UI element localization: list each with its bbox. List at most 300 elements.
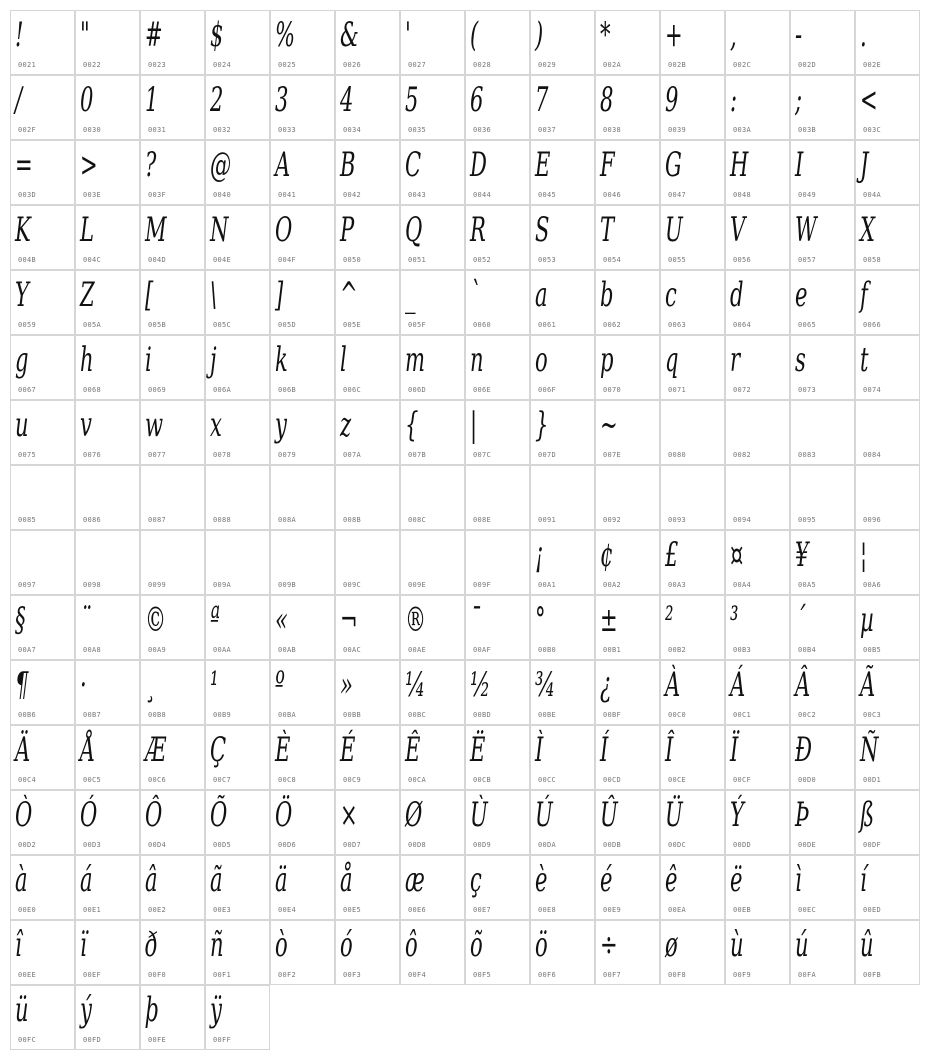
glyph-code-label: 00BC xyxy=(408,711,427,719)
glyph-sample: À xyxy=(665,665,681,705)
glyph-cell xyxy=(465,205,530,270)
glyph-code-label: 00D5 xyxy=(213,841,232,849)
glyph-cell xyxy=(725,530,790,595)
glyph-code-label: 0061 xyxy=(538,321,557,329)
glyph-code-label: 003E xyxy=(83,191,102,199)
glyph-sample: q xyxy=(665,340,679,380)
glyph-code-label: 00E3 xyxy=(213,906,232,914)
glyph-sample: Þ xyxy=(795,795,810,835)
glyph-code-label: 00E4 xyxy=(278,906,297,914)
glyph-cell xyxy=(530,270,595,335)
glyph-cell xyxy=(660,205,725,270)
glyph-code-label: 00A3 xyxy=(668,581,687,589)
glyph-code-label: 003A xyxy=(733,126,752,134)
glyph-sample: g xyxy=(15,340,29,380)
glyph-cell xyxy=(75,400,140,465)
glyph-sample: > xyxy=(80,145,98,185)
glyph-cell xyxy=(855,270,920,335)
glyph-code-label: 00A1 xyxy=(538,581,557,589)
glyph-sample: ¤ xyxy=(730,535,744,575)
glyph-cell xyxy=(335,595,400,660)
glyph-code-label: 00DF xyxy=(863,841,882,849)
glyph-cell xyxy=(400,595,465,660)
glyph-cell xyxy=(400,205,465,270)
glyph-cell xyxy=(725,855,790,920)
glyph-code-label: 0028 xyxy=(473,61,492,69)
glyph-sample: Q xyxy=(405,210,423,250)
glyph-code-label: 009E xyxy=(408,581,427,589)
glyph-sample xyxy=(15,529,51,581)
glyph-sample: 1 xyxy=(145,80,159,120)
glyph-code-label: 0095 xyxy=(798,516,817,524)
glyph-cell xyxy=(595,855,660,920)
glyph-cell xyxy=(140,400,205,465)
glyph-sample: â xyxy=(145,860,158,900)
glyph-cell xyxy=(660,790,725,855)
glyph-code-label: 00B0 xyxy=(538,646,557,654)
glyph-cell xyxy=(75,985,140,1050)
glyph-code-label: 0072 xyxy=(733,386,752,394)
glyph-code-label: 005F xyxy=(408,321,427,329)
glyph-code-label: 00D7 xyxy=(343,841,362,849)
glyph-cell xyxy=(855,205,920,270)
glyph-sample: ë xyxy=(730,860,743,900)
glyph-sample: W xyxy=(795,210,817,250)
glyph-sample: Ë xyxy=(470,730,486,770)
glyph-sample: o xyxy=(535,340,548,380)
glyph-cell xyxy=(790,205,855,270)
glyph-sample: È xyxy=(275,730,291,770)
glyph-code-label: 0033 xyxy=(278,126,297,134)
glyph-code-label: 00A9 xyxy=(148,646,167,654)
glyph-cell xyxy=(530,75,595,140)
glyph-cell xyxy=(660,660,725,725)
glyph-code-label: 00B1 xyxy=(603,646,622,654)
glyph-code-label: 0052 xyxy=(473,256,492,264)
glyph-code-label: 008A xyxy=(278,516,297,524)
glyph-cell xyxy=(790,725,855,790)
glyph-cell xyxy=(10,270,75,335)
glyph-sample: ú xyxy=(795,925,809,965)
glyph-code-label: 00E1 xyxy=(83,906,102,914)
glyph-code-label: 00C5 xyxy=(83,776,102,784)
glyph-code-label: 00C4 xyxy=(18,776,37,784)
glyph-sample: à xyxy=(15,860,28,900)
glyph-code-label: 00CE xyxy=(668,776,687,784)
glyph-code-label: 00C9 xyxy=(343,776,362,784)
glyph-sample: 3 xyxy=(275,80,289,120)
glyph-cell xyxy=(270,595,335,660)
glyph-sample: 0 xyxy=(80,80,94,120)
glyph-cell xyxy=(335,75,400,140)
glyph-sample: · xyxy=(80,665,87,705)
glyph-code-label: 004A xyxy=(863,191,882,199)
glyph-code-label: 00A7 xyxy=(18,646,37,654)
glyph-code-label: 0071 xyxy=(668,386,687,394)
glyph-sample: ü xyxy=(15,990,29,1030)
glyph-cell xyxy=(335,920,400,985)
glyph-cell xyxy=(75,920,140,985)
glyph-code-label: 00DE xyxy=(798,841,817,849)
glyph-sample xyxy=(275,529,311,581)
glyph-sample: ^ xyxy=(340,275,358,315)
glyph-sample: ¦ xyxy=(860,535,868,575)
glyph-sample: U xyxy=(665,210,683,250)
glyph-cell xyxy=(205,660,270,725)
glyph-cell xyxy=(140,75,205,140)
glyph-code-label: 0079 xyxy=(278,451,297,459)
glyph-sample: Y xyxy=(15,275,29,315)
glyph-code-label: 00C0 xyxy=(668,711,687,719)
glyph-sample: ` xyxy=(470,275,481,315)
glyph-sample: Ê xyxy=(405,730,421,770)
glyph-sample: ì xyxy=(795,860,802,900)
glyph-code-label: 0034 xyxy=(343,126,362,134)
glyph-code-label: 0032 xyxy=(213,126,232,134)
glyph-code-label: 00CA xyxy=(408,776,427,784)
glyph-cell xyxy=(400,530,465,595)
glyph-cell xyxy=(400,75,465,140)
glyph-code-label: 0035 xyxy=(408,126,427,134)
glyph-code-label: 00BE xyxy=(538,711,557,719)
glyph-cell xyxy=(660,335,725,400)
glyph-cell xyxy=(75,790,140,855)
glyph-cell xyxy=(400,400,465,465)
glyph-cell xyxy=(10,400,75,465)
glyph-sample xyxy=(665,464,701,516)
glyph-sample xyxy=(15,464,51,516)
glyph-cell xyxy=(270,10,335,75)
glyph-code-label: 0077 xyxy=(148,451,167,459)
glyph-cell xyxy=(595,335,660,400)
glyph-code-label: 00D4 xyxy=(148,841,167,849)
glyph-cell xyxy=(725,400,790,465)
glyph-cell xyxy=(140,530,205,595)
glyph-code-label: 00E9 xyxy=(603,906,622,914)
glyph-cell xyxy=(465,660,530,725)
glyph-cell xyxy=(75,595,140,660)
glyph-code-label: 007B xyxy=(408,451,427,459)
glyph-code-label: 0026 xyxy=(343,61,362,69)
glyph-code-label: 007A xyxy=(343,451,362,459)
glyph-cell xyxy=(335,530,400,595)
glyph-sample: ª xyxy=(210,600,221,640)
glyph-code-label: 00A8 xyxy=(83,646,102,654)
glyph-code-label: 00F4 xyxy=(408,971,427,979)
glyph-sample: t xyxy=(860,340,869,380)
glyph-cell xyxy=(465,10,530,75)
glyph-cell xyxy=(205,530,270,595)
glyph-sample: ä xyxy=(275,860,288,900)
glyph-cell xyxy=(270,530,335,595)
glyph-sample: $ xyxy=(210,15,224,55)
glyph-sample: É xyxy=(340,730,356,770)
glyph-cell xyxy=(595,530,660,595)
glyph-sample xyxy=(730,399,766,451)
glyph-cell xyxy=(140,595,205,660)
glyph-code-label: 0062 xyxy=(603,321,622,329)
glyph-code-label: 00E5 xyxy=(343,906,362,914)
glyph-cell xyxy=(725,205,790,270)
glyph-cell xyxy=(465,140,530,205)
glyph-code-label: 00B9 xyxy=(213,711,232,719)
glyph-sample: ô xyxy=(405,925,418,965)
glyph-sample: l xyxy=(340,340,347,380)
glyph-sample: Å xyxy=(80,730,96,770)
glyph-cell xyxy=(75,335,140,400)
glyph-code-label: 007E xyxy=(603,451,622,459)
glyph-code-label: 002A xyxy=(603,61,622,69)
glyph-sample: , xyxy=(730,15,737,55)
glyph-cell xyxy=(75,465,140,530)
glyph-sample: Á xyxy=(730,665,746,705)
glyph-code-label: 00DB xyxy=(603,841,622,849)
glyph-code-label: 00B3 xyxy=(733,646,752,654)
glyph-sample: Í xyxy=(600,730,609,770)
glyph-cell xyxy=(855,465,920,530)
glyph-cell xyxy=(140,920,205,985)
glyph-cell xyxy=(140,205,205,270)
glyph-sample: ® xyxy=(405,600,427,640)
glyph-cell xyxy=(335,335,400,400)
glyph-cell xyxy=(790,75,855,140)
glyph-sample: ² xyxy=(665,600,674,640)
glyph-sample: Z xyxy=(80,275,95,315)
glyph-sample xyxy=(80,529,116,581)
glyph-code-label: 0098 xyxy=(83,581,102,589)
glyph-cell xyxy=(855,920,920,985)
glyph-code-label: 0051 xyxy=(408,256,427,264)
glyph-cell xyxy=(75,75,140,140)
glyph-cell xyxy=(140,725,205,790)
glyph-code-label: 006F xyxy=(538,386,557,394)
glyph-sample: ê xyxy=(665,860,678,900)
glyph-sample: Ô xyxy=(145,795,163,835)
glyph-sample: ? xyxy=(145,145,157,185)
glyph-cell xyxy=(10,595,75,660)
glyph-code-label: 00B7 xyxy=(83,711,102,719)
glyph-cell xyxy=(75,205,140,270)
glyph-cell xyxy=(270,920,335,985)
glyph-sample: é xyxy=(600,860,613,900)
glyph-code-label: 0060 xyxy=(473,321,492,329)
glyph-sample: ¼ xyxy=(405,665,426,705)
glyph-code-label: 0087 xyxy=(148,516,167,524)
glyph-cell xyxy=(75,10,140,75)
glyph-cell xyxy=(10,790,75,855)
glyph-cell xyxy=(205,75,270,140)
glyph-cell xyxy=(270,790,335,855)
glyph-cell xyxy=(335,790,400,855)
glyph-sample: J xyxy=(860,145,869,185)
glyph-cell xyxy=(270,140,335,205)
glyph-cell xyxy=(855,400,920,465)
glyph-code-label: 006E xyxy=(473,386,492,394)
glyph-code-label: 00D0 xyxy=(798,776,817,784)
glyph-code-label: 00AF xyxy=(473,646,492,654)
glyph-sample: * xyxy=(600,15,611,55)
glyph-code-label: 0064 xyxy=(733,321,752,329)
glyph-sample: Ð xyxy=(795,730,813,770)
glyph-code-label: 008E xyxy=(473,516,492,524)
glyph-sample: y xyxy=(275,405,287,445)
glyph-code-label: 0074 xyxy=(863,386,882,394)
glyph-code-label: 00B2 xyxy=(668,646,687,654)
glyph-sample: ; xyxy=(795,80,803,120)
glyph-sample: Ø xyxy=(405,795,423,835)
glyph-code-label: 00C7 xyxy=(213,776,232,784)
glyph-code-label: 00E0 xyxy=(18,906,37,914)
glyph-code-label: 003D xyxy=(18,191,37,199)
glyph-sample: p xyxy=(600,340,614,380)
glyph-code-label: 0096 xyxy=(863,516,882,524)
glyph-sample: Î xyxy=(665,730,674,770)
glyph-cell xyxy=(790,660,855,725)
glyph-code-label: 00F1 xyxy=(213,971,232,979)
glyph-code-label: 0036 xyxy=(473,126,492,134)
glyph-sample: õ xyxy=(470,925,483,965)
glyph-cell xyxy=(725,790,790,855)
glyph-code-label: 00E8 xyxy=(538,906,557,914)
glyph-code-label: 00FD xyxy=(83,1036,102,1044)
glyph-code-label: 00F0 xyxy=(148,971,167,979)
glyph-code-label: 00ED xyxy=(863,906,882,914)
glyph-code-label: 0055 xyxy=(668,256,687,264)
glyph-cell xyxy=(10,465,75,530)
glyph-cell xyxy=(465,530,530,595)
glyph-cell xyxy=(465,855,530,920)
glyph-code-label: 0068 xyxy=(83,386,102,394)
glyph-sample xyxy=(470,529,506,581)
glyph-code-label: 0085 xyxy=(18,516,37,524)
glyph-sample: R xyxy=(470,210,486,250)
glyph-cell xyxy=(595,595,660,660)
glyph-code-label: 0040 xyxy=(213,191,232,199)
glyph-sample: D xyxy=(470,145,487,185)
glyph-code-label: 004E xyxy=(213,256,232,264)
glyph-sample: ½ xyxy=(470,665,491,705)
glyph-sample: Ò xyxy=(15,795,33,835)
glyph-code-label: 002D xyxy=(798,61,817,69)
glyph-sample xyxy=(275,464,311,516)
glyph-sample: k xyxy=(275,340,288,380)
glyph-code-label: 0056 xyxy=(733,256,752,264)
glyph-cell xyxy=(660,75,725,140)
glyph-code-label: 00FB xyxy=(863,971,882,979)
glyph-sample xyxy=(860,399,896,451)
glyph-cell xyxy=(725,140,790,205)
glyph-code-label: 002F xyxy=(18,126,37,134)
glyph-code-label: 00AC xyxy=(343,646,362,654)
glyph-sample: ¹ xyxy=(210,665,219,705)
glyph-sample: ò xyxy=(275,925,288,965)
glyph-sample: è xyxy=(535,860,548,900)
glyph-cell xyxy=(140,790,205,855)
glyph-sample: ù xyxy=(730,925,744,965)
glyph-code-label: 00FA xyxy=(798,971,817,979)
glyph-sample: T xyxy=(600,210,615,250)
glyph-code-label: 00EB xyxy=(733,906,752,914)
glyph-code-label: 00CC xyxy=(538,776,557,784)
glyph-sample: X xyxy=(860,210,876,250)
glyph-code-label: 0067 xyxy=(18,386,37,394)
glyph-sample: B xyxy=(340,145,356,185)
glyph-code-label: 0054 xyxy=(603,256,622,264)
glyph-sample xyxy=(795,464,831,516)
glyph-cell xyxy=(855,725,920,790)
glyph-code-label: 003B xyxy=(798,126,817,134)
glyph-code-label: 005B xyxy=(148,321,167,329)
glyph-code-label: 00E6 xyxy=(408,906,427,914)
glyph-sample: ´ xyxy=(795,600,806,640)
glyph-code-label: 00EA xyxy=(668,906,687,914)
glyph-cell xyxy=(205,855,270,920)
glyph-code-label: 00EE xyxy=(18,971,37,979)
glyph-cell xyxy=(270,270,335,335)
glyph-code-label: 007D xyxy=(538,451,557,459)
glyph-sample: r xyxy=(730,340,741,380)
glyph-cell xyxy=(465,400,530,465)
glyph-sample: ñ xyxy=(210,925,224,965)
glyph-cell xyxy=(400,140,465,205)
glyph-code-label: 00DD xyxy=(733,841,752,849)
glyph-cell xyxy=(205,725,270,790)
glyph-cell xyxy=(465,595,530,660)
glyph-code-label: 006C xyxy=(343,386,362,394)
glyph-sample: ÷ xyxy=(600,925,618,965)
glyph-cell xyxy=(660,10,725,75)
glyph-cell xyxy=(10,10,75,75)
glyph-cell xyxy=(140,140,205,205)
glyph-sample: P xyxy=(340,210,355,250)
glyph-code-label: 0082 xyxy=(733,451,752,459)
glyph-cell xyxy=(725,335,790,400)
glyph-cell xyxy=(660,465,725,530)
glyph-sample: 6 xyxy=(470,80,484,120)
glyph-code-label: 002C xyxy=(733,61,752,69)
glyph-code-label: 0039 xyxy=(668,126,687,134)
glyph-cell xyxy=(465,725,530,790)
glyph-sample xyxy=(405,529,441,581)
glyph-code-label: 005A xyxy=(83,321,102,329)
glyph-code-label: 0078 xyxy=(213,451,232,459)
glyph-code-label: 0092 xyxy=(603,516,622,524)
glyph-sample: ¯ xyxy=(470,600,481,640)
glyph-code-label: 0059 xyxy=(18,321,37,329)
glyph-cell xyxy=(855,855,920,920)
glyph-code-label: 0045 xyxy=(538,191,557,199)
glyph-code-label: 008B xyxy=(343,516,362,524)
glyph-sample: [ xyxy=(145,275,154,315)
glyph-code-label: 00A6 xyxy=(863,581,882,589)
glyph-cell xyxy=(75,530,140,595)
glyph-cell xyxy=(270,660,335,725)
glyph-cell xyxy=(660,855,725,920)
glyph-code-label: 0044 xyxy=(473,191,492,199)
glyph-cell xyxy=(595,400,660,465)
glyph-cell xyxy=(790,335,855,400)
glyph-sample: × xyxy=(340,795,358,835)
glyph-sample xyxy=(470,464,506,516)
glyph-code-label: 0086 xyxy=(83,516,102,524)
glyph-code-label: 00A4 xyxy=(733,581,752,589)
glyph-sample: ¿ xyxy=(600,665,612,705)
glyph-sample: « xyxy=(275,600,288,640)
glyph-code-label: 0057 xyxy=(798,256,817,264)
glyph-code-label: 0021 xyxy=(18,61,37,69)
glyph-cell xyxy=(335,140,400,205)
glyph-code-label: 00B4 xyxy=(798,646,817,654)
